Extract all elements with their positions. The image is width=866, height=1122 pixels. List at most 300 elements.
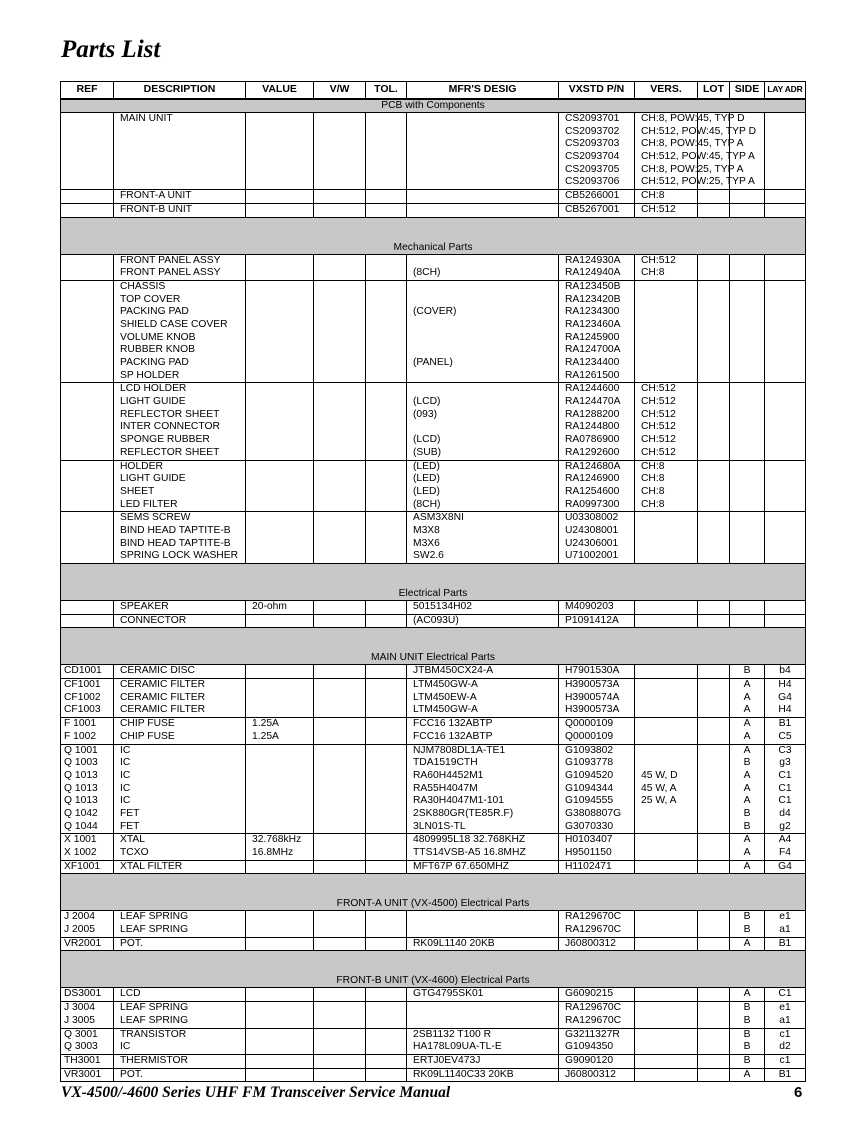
part-number-cell: U24308001 (559, 525, 635, 538)
description-cell: FRONT PANEL ASSY (114, 267, 246, 280)
side-cell: A (730, 770, 765, 783)
tol-cell (366, 319, 407, 332)
lay-adr-cell: b4 (765, 665, 806, 679)
lay-adr-cell: g3 (765, 757, 806, 770)
table-row (61, 280, 806, 293)
side-cell (730, 473, 765, 486)
lay-adr-cell (765, 421, 806, 434)
lay-adr-cell (765, 370, 806, 383)
tol-cell (366, 151, 407, 164)
value-cell (246, 190, 314, 204)
description-cell (114, 138, 246, 151)
col-header-vxstd-pn: VXSTD P/N (559, 82, 635, 100)
description-cell: INTER CONNECTOR (114, 421, 246, 434)
vw-cell (314, 783, 366, 796)
ref-cell (61, 176, 114, 189)
vw-cell (314, 614, 366, 628)
vw-cell (314, 357, 366, 370)
tol-cell (366, 834, 407, 847)
version-cell (635, 601, 698, 615)
side-cell (730, 409, 765, 422)
lot-cell (698, 937, 730, 951)
vw-cell (314, 267, 366, 280)
ref-cell (61, 614, 114, 628)
lot-cell (698, 1041, 730, 1054)
part-number-cell: U71002001 (559, 550, 635, 563)
tol-cell (366, 1002, 407, 1015)
value-cell (246, 434, 314, 447)
vw-cell (314, 151, 366, 164)
mfr-desig-cell: HA178L09UA-TL-E (407, 1041, 559, 1054)
version-cell: CH:512 (635, 447, 698, 460)
mfr-desig-cell (407, 1002, 559, 1015)
value-cell (246, 512, 314, 525)
description-cell: HOLDER (114, 460, 246, 473)
value-cell (246, 704, 314, 717)
value-cell (246, 1028, 314, 1041)
lay-adr-cell: d2 (765, 1041, 806, 1054)
value-cell (246, 383, 314, 396)
ref-cell: Q 1042 (61, 808, 114, 821)
vw-cell (314, 306, 366, 319)
part-number-cell: J60800312 (559, 1068, 635, 1082)
version-cell: CH:512 (635, 396, 698, 409)
vw-cell (314, 550, 366, 563)
vw-cell (314, 821, 366, 834)
lot-cell (698, 731, 730, 744)
vw-cell (314, 176, 366, 189)
parts-table-body (61, 99, 806, 1082)
side-cell (730, 294, 765, 307)
vw-cell (314, 190, 366, 204)
vw-cell (314, 383, 366, 396)
mfr-desig-cell (407, 280, 559, 293)
lay-adr-cell (765, 176, 806, 189)
mfr-desig-cell (407, 138, 559, 151)
table-row (61, 512, 806, 525)
tol-cell (366, 396, 407, 409)
tol-cell (366, 434, 407, 447)
part-number-cell: G1094344 (559, 783, 635, 796)
lay-adr-cell (765, 280, 806, 293)
part-number-cell: RA1254600 (559, 486, 635, 499)
side-cell: A (730, 1068, 765, 1082)
description-cell: CERAMIC FILTER (114, 679, 246, 692)
version-cell (635, 937, 698, 951)
vw-cell (314, 937, 366, 951)
tol-cell (366, 665, 407, 679)
lot-cell (698, 267, 730, 280)
ref-cell (61, 383, 114, 396)
description-cell: LCD (114, 988, 246, 1002)
table-row (61, 795, 806, 808)
vw-cell (314, 538, 366, 551)
lay-adr-cell: H4 (765, 679, 806, 692)
table-row (61, 473, 806, 486)
mfr-desig-cell: 5015134H02 (407, 601, 559, 615)
part-number-cell: H1102471 (559, 860, 635, 874)
description-cell: LED FILTER (114, 499, 246, 512)
table-row (61, 370, 806, 383)
lay-adr-cell (765, 473, 806, 486)
part-number-cell: RA129670C (559, 924, 635, 937)
value-cell (246, 409, 314, 422)
side-cell: A (730, 692, 765, 705)
vw-cell (314, 679, 366, 692)
tol-cell (366, 614, 407, 628)
lay-adr-cell: G4 (765, 860, 806, 874)
lay-adr-cell (765, 383, 806, 396)
side-cell: A (730, 704, 765, 717)
tol-cell (366, 601, 407, 615)
version-cell: CH:512 (635, 383, 698, 396)
table-row (61, 783, 806, 796)
vw-cell (314, 126, 366, 139)
version-cell: CH:512, POW:25, TYP A (635, 176, 698, 189)
ref-cell (61, 138, 114, 151)
tol-cell (366, 757, 407, 770)
mfr-desig-cell: 4809995L18 32.768KHZ (407, 834, 559, 847)
value-cell (246, 138, 314, 151)
version-cell (635, 1041, 698, 1054)
vw-cell (314, 512, 366, 525)
table-row (61, 538, 806, 551)
tol-cell (366, 512, 407, 525)
value-cell (246, 679, 314, 692)
side-cell (730, 332, 765, 345)
part-number-cell: G1094350 (559, 1041, 635, 1054)
mfr-desig-cell: RA55H4047M (407, 783, 559, 796)
part-number-cell: H0103407 (559, 834, 635, 847)
table-row (61, 614, 806, 628)
vw-cell (314, 795, 366, 808)
side-cell (730, 190, 765, 204)
mfr-desig-cell: 2SB1132 T100 R (407, 1028, 559, 1041)
version-cell: CH:512 (635, 434, 698, 447)
lay-adr-cell: B1 (765, 1068, 806, 1082)
vw-cell (314, 718, 366, 731)
tol-cell (366, 704, 407, 717)
ref-cell: Q 1003 (61, 757, 114, 770)
value-cell (246, 486, 314, 499)
description-cell: SPEAKER (114, 601, 246, 615)
part-number-cell: RA124680A (559, 460, 635, 473)
lay-adr-cell (765, 357, 806, 370)
description-cell: XTAL FILTER (114, 860, 246, 874)
value-cell (246, 370, 314, 383)
side-cell: B (730, 808, 765, 821)
lot-cell (698, 434, 730, 447)
part-number-cell: G1093778 (559, 757, 635, 770)
lay-adr-cell: F4 (765, 847, 806, 860)
version-cell (635, 704, 698, 717)
lot-cell (698, 718, 730, 731)
value-cell (246, 306, 314, 319)
value-cell (246, 692, 314, 705)
side-cell (730, 280, 765, 293)
part-number-cell: CB5267001 (559, 203, 635, 217)
mfr-desig-cell: LTM450GW-A (407, 704, 559, 717)
version-cell: CH:8 (635, 499, 698, 512)
section-header-row (61, 564, 806, 601)
lay-adr-cell (765, 525, 806, 538)
part-number-cell: CS2093703 (559, 138, 635, 151)
part-number-cell: RA124470A (559, 396, 635, 409)
value-cell (246, 783, 314, 796)
version-cell (635, 294, 698, 307)
table-row (61, 834, 806, 847)
mfr-desig-cell: ERTJ0EV473J (407, 1054, 559, 1068)
vw-cell (314, 665, 366, 679)
ref-cell: VR3001 (61, 1068, 114, 1082)
ref-cell (61, 113, 114, 126)
version-cell: CH:8, POW:25, TYP A (635, 164, 698, 177)
value-cell (246, 538, 314, 551)
tol-cell (366, 911, 407, 924)
table-row (61, 1028, 806, 1041)
lay-adr-cell (765, 499, 806, 512)
part-number-cell: U24306001 (559, 538, 635, 551)
ref-cell (61, 151, 114, 164)
lot-cell (698, 834, 730, 847)
version-cell: CH:8 (635, 267, 698, 280)
mfr-desig-cell (407, 151, 559, 164)
tol-cell (366, 383, 407, 396)
value-cell (246, 447, 314, 460)
side-cell (730, 550, 765, 563)
lay-adr-cell (765, 332, 806, 345)
table-row (61, 679, 806, 692)
mfr-desig-cell: RA60H4452M1 (407, 770, 559, 783)
ref-cell (61, 601, 114, 615)
side-cell: B (730, 1041, 765, 1054)
vw-cell (314, 1068, 366, 1082)
ref-cell: CF1002 (61, 692, 114, 705)
lot-cell (698, 783, 730, 796)
vw-cell (314, 911, 366, 924)
description-cell: XTAL (114, 834, 246, 847)
part-number-cell: CS2093702 (559, 126, 635, 139)
vw-cell (314, 344, 366, 357)
vw-cell (314, 421, 366, 434)
ref-cell (61, 164, 114, 177)
value-cell (246, 911, 314, 924)
ref-cell (61, 332, 114, 345)
part-number-cell: J60800312 (559, 937, 635, 951)
vw-cell (314, 499, 366, 512)
table-row (61, 486, 806, 499)
side-cell (730, 254, 765, 267)
description-cell: SPRING LOCK WASHER (114, 550, 246, 563)
lot-cell (698, 1054, 730, 1068)
side-cell: A (730, 988, 765, 1002)
table-row (61, 126, 806, 139)
side-cell: A (730, 795, 765, 808)
mfr-desig-cell: ASM3X8NI (407, 512, 559, 525)
value-cell (246, 665, 314, 679)
description-cell: SEMS SCREW (114, 512, 246, 525)
lot-cell (698, 924, 730, 937)
value-cell (246, 924, 314, 937)
lay-adr-cell (765, 512, 806, 525)
version-cell (635, 924, 698, 937)
part-number-cell: G1094555 (559, 795, 635, 808)
lot-cell (698, 744, 730, 757)
mfr-desig-cell: GTG4795SK01 (407, 988, 559, 1002)
ref-cell: CF1003 (61, 704, 114, 717)
part-number-cell: M4090203 (559, 601, 635, 615)
lay-adr-cell (765, 306, 806, 319)
description-cell: MAIN UNIT (114, 113, 246, 126)
lay-adr-cell (765, 151, 806, 164)
side-cell (730, 486, 765, 499)
description-cell: PACKING PAD (114, 357, 246, 370)
tol-cell (366, 126, 407, 139)
side-cell (730, 357, 765, 370)
part-number-cell: H3900573A (559, 679, 635, 692)
lay-adr-cell (765, 319, 806, 332)
version-cell (635, 808, 698, 821)
mfr-desig-cell: (LED) (407, 460, 559, 473)
mfr-desig-cell: RK09L1140 20KB (407, 937, 559, 951)
footer-manual-title: VX-4500/-4600 Series UHF FM Transceiver Service Manual (61, 1084, 451, 1101)
vw-cell (314, 860, 366, 874)
part-number-cell: RA1246900 (559, 473, 635, 486)
side-cell: A (730, 783, 765, 796)
vw-cell (314, 924, 366, 937)
table-row (61, 306, 806, 319)
vw-cell (314, 409, 366, 422)
value-cell (246, 267, 314, 280)
description-cell: CERAMIC FILTER (114, 692, 246, 705)
description-cell: CERAMIC DISC (114, 665, 246, 679)
value-cell (246, 151, 314, 164)
lay-adr-cell (765, 396, 806, 409)
mfr-desig-cell (407, 421, 559, 434)
mfr-desig-cell: TDA1519CTH (407, 757, 559, 770)
tol-cell (366, 203, 407, 217)
section-title: Electrical Parts (61, 564, 806, 601)
side-cell: B (730, 757, 765, 770)
part-number-cell: G3211327R (559, 1028, 635, 1041)
description-cell: FET (114, 821, 246, 834)
table-row (61, 357, 806, 370)
section-title: FRONT-A UNIT (VX-4500) Electrical Parts (61, 874, 806, 911)
col-header-value: VALUE (246, 82, 314, 100)
tol-cell (366, 306, 407, 319)
table-row (61, 434, 806, 447)
col-header-mfr-desig: MFR'S DESIG (407, 82, 559, 100)
description-cell: IC (114, 770, 246, 783)
version-cell (635, 692, 698, 705)
ref-cell: J 2005 (61, 924, 114, 937)
description-cell: IC (114, 757, 246, 770)
table-row (61, 383, 806, 396)
lay-adr-cell: g2 (765, 821, 806, 834)
lot-cell (698, 911, 730, 924)
lot-cell (698, 499, 730, 512)
description-cell: BIND HEAD TAPTITE-B (114, 525, 246, 538)
table-row (61, 164, 806, 177)
mfr-desig-cell: (LCD) (407, 396, 559, 409)
lot-cell (698, 808, 730, 821)
value-cell (246, 1054, 314, 1068)
ref-cell (61, 421, 114, 434)
value-cell (246, 499, 314, 512)
page-number: 6 (794, 1084, 803, 1101)
side-cell: B (730, 911, 765, 924)
lot-cell (698, 332, 730, 345)
side-cell (730, 499, 765, 512)
version-cell (635, 1068, 698, 1082)
vw-cell (314, 525, 366, 538)
side-cell (730, 383, 765, 396)
version-cell: CH:512, POW:45, TYP A (635, 151, 698, 164)
table-row (61, 254, 806, 267)
part-number-cell: Q0000109 (559, 731, 635, 744)
lot-cell (698, 1015, 730, 1028)
version-cell: CH:512 (635, 409, 698, 422)
mfr-desig-cell (407, 924, 559, 937)
vw-cell (314, 486, 366, 499)
tol-cell (366, 808, 407, 821)
lay-adr-cell: B1 (765, 937, 806, 951)
side-cell (730, 614, 765, 628)
lot-cell (698, 614, 730, 628)
lay-adr-cell (765, 138, 806, 151)
version-cell: CH:512, POW:45, TYP D (635, 126, 698, 139)
table-row (61, 176, 806, 189)
table-row (61, 332, 806, 345)
side-cell: A (730, 847, 765, 860)
lay-adr-cell (765, 550, 806, 563)
value-cell (246, 460, 314, 473)
mfr-desig-cell (407, 294, 559, 307)
value-cell (246, 280, 314, 293)
table-row (61, 988, 806, 1002)
description-cell: POT. (114, 937, 246, 951)
part-number-cell: RA1234400 (559, 357, 635, 370)
vw-cell (314, 808, 366, 821)
section-header-row (61, 99, 806, 113)
version-cell (635, 306, 698, 319)
version-cell (635, 550, 698, 563)
description-cell: FRONT-B UNIT (114, 203, 246, 217)
mfr-desig-cell: SW2.6 (407, 550, 559, 563)
lot-cell (698, 679, 730, 692)
part-number-cell: RA124700A (559, 344, 635, 357)
value-cell (246, 988, 314, 1002)
value-cell: 32.768kHz (246, 834, 314, 847)
value-cell (246, 1015, 314, 1028)
mfr-desig-cell: (COVER) (407, 306, 559, 319)
side-cell: A (730, 834, 765, 847)
table-row (61, 821, 806, 834)
version-cell (635, 860, 698, 874)
side-cell: B (730, 665, 765, 679)
value-cell (246, 421, 314, 434)
description-cell: CONNECTOR (114, 614, 246, 628)
part-number-cell: CS2093706 (559, 176, 635, 189)
table-row (61, 860, 806, 874)
col-header-lay-adr: LAY ADR (765, 82, 806, 100)
lot-cell (698, 512, 730, 525)
lot-cell (698, 486, 730, 499)
side-cell (730, 538, 765, 551)
table-row (61, 203, 806, 217)
ref-cell (61, 306, 114, 319)
lot-cell (698, 704, 730, 717)
